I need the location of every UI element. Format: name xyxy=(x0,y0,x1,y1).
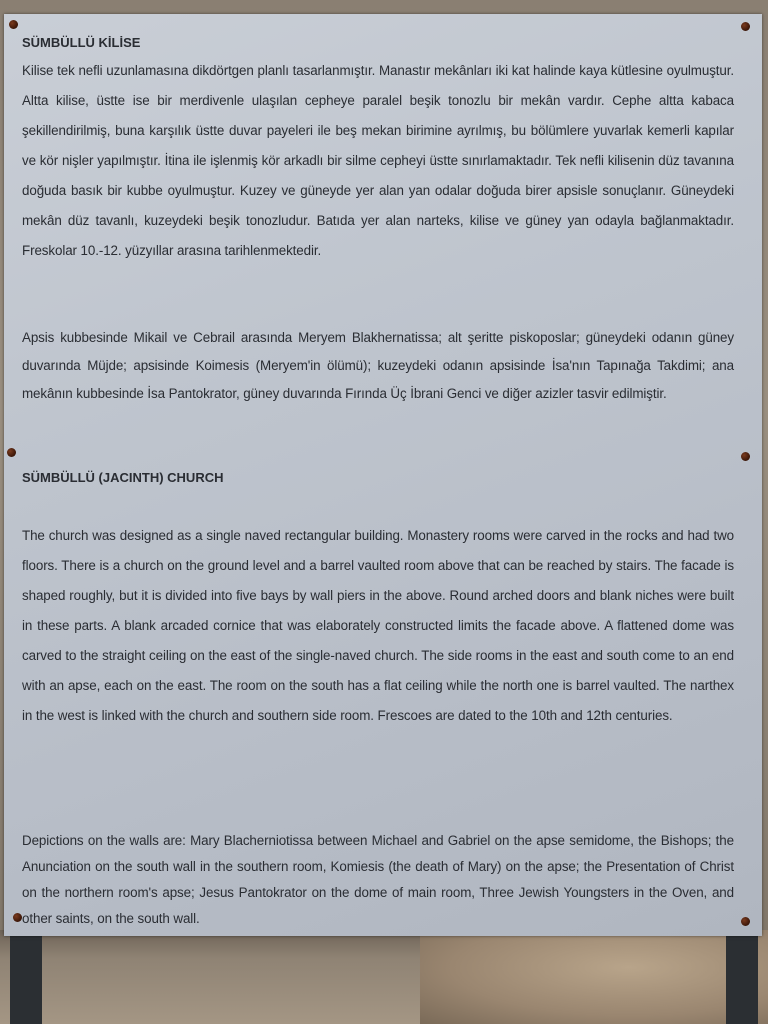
title-english: SÜMBÜLLÜ (JACINTH) CHURCH xyxy=(22,470,224,485)
sign-post-right xyxy=(726,930,758,1024)
paragraph-turkish-1: Kilise tek nefli uzunlamasına dikdörtgen planlı tasarlanmıştır. Manastır mekânları iki kat halinde kaya kütlesine oyulmuştur. Altta kilise, üstte ise bir merdivenle ulaşılan cepheye paralel beşik tonozlu bir mekân vardır. Cephe altta kabaca şekillendirilmiş, buna karşılık üstte duvar payeleri ile beş mekan birimine ayrılmış, bu bölümlere yuvarlak kemerli kapılar ve kör nişler yapılmıştır. İtina ile işlenmiş kör arkadlı bir silme cepheyi üstte sınırlamaktadır. Tek nefli kilisenin düz tavanına doğuda basık bir kubbe oyulmuştur. Kuzey ve güneyde yer alan yan odalar doğuda birer apsisle sonuçlanır. Güneydeki mekân düz tavanlı, kuzeydeki beşik tonozludur. Batıda yer alan narteks, kilise ve güney yan odayla bağlanmaktadır. Freskolar 10.-12. yüzyıllar arasına tarihlenmektedir. xyxy=(22,63,734,258)
screw-icon xyxy=(13,913,22,922)
information-sign xyxy=(4,14,762,936)
title-turkish: SÜMBÜLLÜ KİLİSE xyxy=(22,35,141,50)
screw-icon xyxy=(7,448,16,457)
screw-icon xyxy=(741,22,750,31)
screw-icon xyxy=(741,917,750,926)
sign-post-left xyxy=(10,930,42,1024)
paragraph-english-2: Depictions on the walls are: Mary Blacherniotissa between Michael and Gabriel on the apse semidome, the Bishops; the Anunciation on the south wall in the southern room, Komiesis (the death of Mary) on the apse; the Presentation of Christ on the northern room's apse; Jesus Pantokrator on the dome of main room, Three Jewish Youngsters in the Oven, and other saints, on the south wall. xyxy=(22,833,734,926)
screw-icon xyxy=(741,452,750,461)
paragraph-english-1: The church was designed as a single naved rectangular building. Monastery rooms were carved in the rocks and had two floors. There is a church on the ground level and a barrel vaulted room above that can be reached by stairs. The facade is shaped roughly, but it is divided into five bays by wall piers in the above. Round arched doors and blank niches were built in these parts. A blank arcaded cornice that was elaborately constructed limits the facade above. A flattened dome was carved to the straight ceiling on the east of the single-naved church. The side rooms in the east and south come to an end with an apse, each on the east. The room on the south has a flat ceiling while the north one is barrel vaulted. The narthex in the west is linked with the church and southern side room. Frescoes are dated to the 10th and 12th centuries. xyxy=(22,528,734,723)
screw-icon xyxy=(9,20,18,29)
paragraph-turkish-2: Apsis kubbesinde Mikail ve Cebrail arasında Meryem Blakhernatissa; alt şeritte piskoposlar; güneydeki odanın güney duvarında Müjde; apsisinde Koimesis (Meryem'in ölümü); kuzeydeki odanın apsisinde İsa'nın Tapınağa Takdimi; ana mekânın kubbesinde İsa Pantokrator, güney duvarında Fırında Üç İbrani Genci ve diğer azizler tasvir edilmiştir. xyxy=(22,330,734,401)
rock-wall xyxy=(420,930,768,1024)
